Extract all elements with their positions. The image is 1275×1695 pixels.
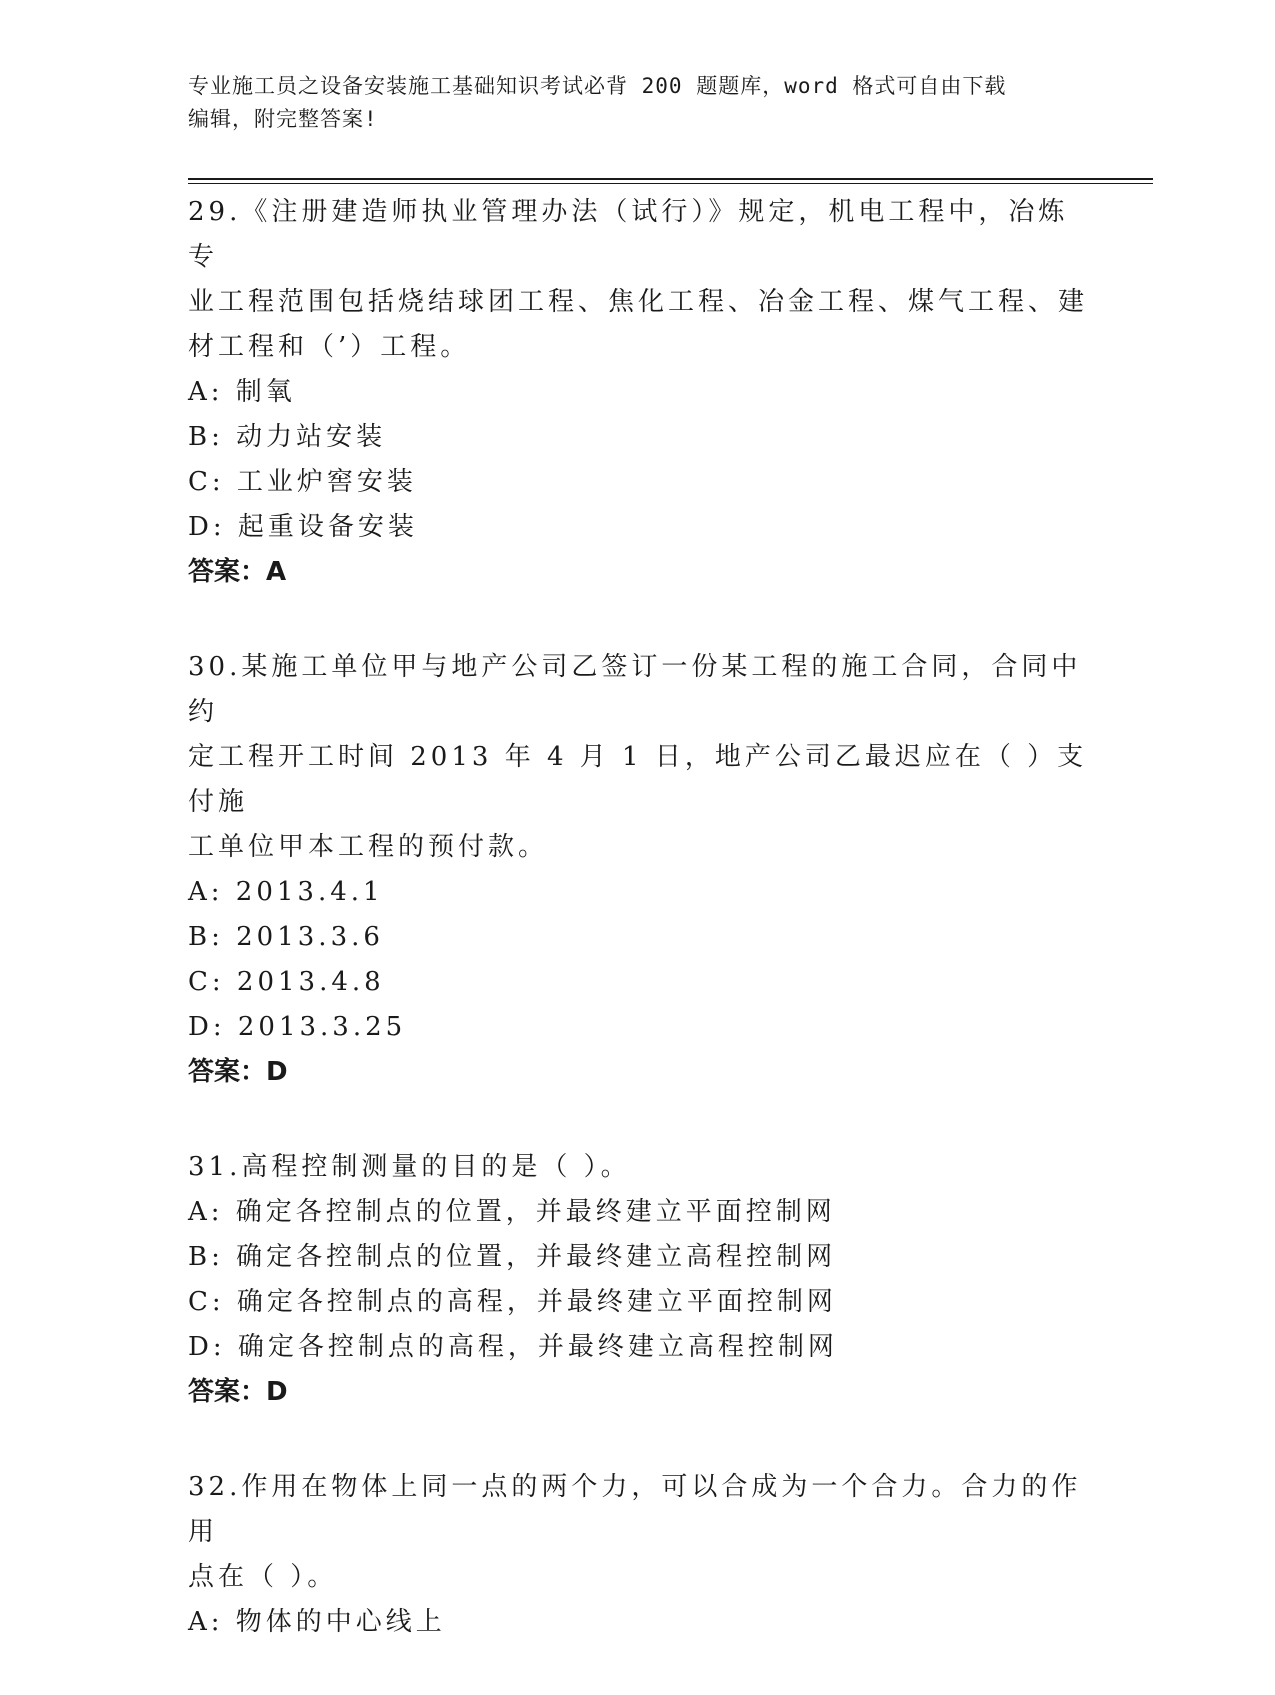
question-stem-line: 业工程范围包括烧结球团工程、焦化工程、冶金工程、煤气工程、建 [188, 287, 1089, 317]
header-divider-thick [188, 178, 1153, 180]
question-stem-line: 工单位甲本工程的预付款。 [188, 832, 549, 862]
option-a: A: 确定各控制点的位置，并最终建立平面控制网 [188, 1197, 836, 1227]
answer-line: 答案：A [188, 557, 287, 587]
option-b: B: 确定各控制点的位置，并最终建立高程控制网 [188, 1242, 837, 1272]
question-stem-line: 30.某施工单位甲与地产公司乙签订一份某工程的施工合同，合同中约 [188, 652, 1082, 727]
option-b: B: 2013.3.6 [188, 922, 384, 952]
question-30 [188, 645, 1088, 1095]
option-d: D: 起重设备安装 [188, 512, 418, 542]
question-31 [188, 1145, 1088, 1415]
header-line-2: 编辑，附完整答案! [188, 107, 378, 131]
question-29 [188, 190, 1088, 595]
answer-line: 答案：D [188, 1377, 288, 1407]
option-d: D: 确定各控制点的高程，并最终建立高程控制网 [188, 1332, 838, 1362]
option-d: D: 2013.3.25 [188, 1012, 407, 1042]
option-c: C: 2013.4.8 [188, 967, 385, 997]
option-a: A: 2013.4.1 [188, 877, 384, 907]
question-stem-line: 材工程和（’）工程。 [188, 332, 471, 362]
option-a: A: 物体的中心线上 [188, 1607, 446, 1637]
question-list [188, 190, 1088, 1695]
header-divider-thin [188, 183, 1153, 184]
option-c: C: 确定各控制点的高程，并最终建立平面控制网 [188, 1287, 837, 1317]
question-stem-line: 定工程开工时间 2013 年 4 月 1 日，地产公司乙最迟应在（ ）支付施 [188, 742, 1088, 817]
header-line-1: 专业施工员之设备安装施工基础知识考试必背 200 题题库，word 格式可自由下载 [188, 74, 1007, 98]
document-header [188, 70, 1088, 136]
question-stem-line: 点在（ ）。 [188, 1562, 338, 1592]
question-stem-line: 32.作用在物体上同一点的两个力，可以合成为一个合力。合力的作用 [188, 1472, 1082, 1547]
option-b: B: 动力站安装 [188, 422, 387, 452]
question-stem-line: 31.高程控制测量的目的是（ ）。 [188, 1152, 631, 1182]
question-32 [188, 1465, 1088, 1645]
question-stem-line: 29.《注册建造师执业管理办法（试行）》规定，机电工程中，冶炼专 [188, 197, 1069, 272]
answer-line: 答案：D [188, 1057, 288, 1087]
option-c: C: 工业炉窖安装 [188, 467, 417, 497]
option-a: A: 制氧 [188, 377, 296, 407]
